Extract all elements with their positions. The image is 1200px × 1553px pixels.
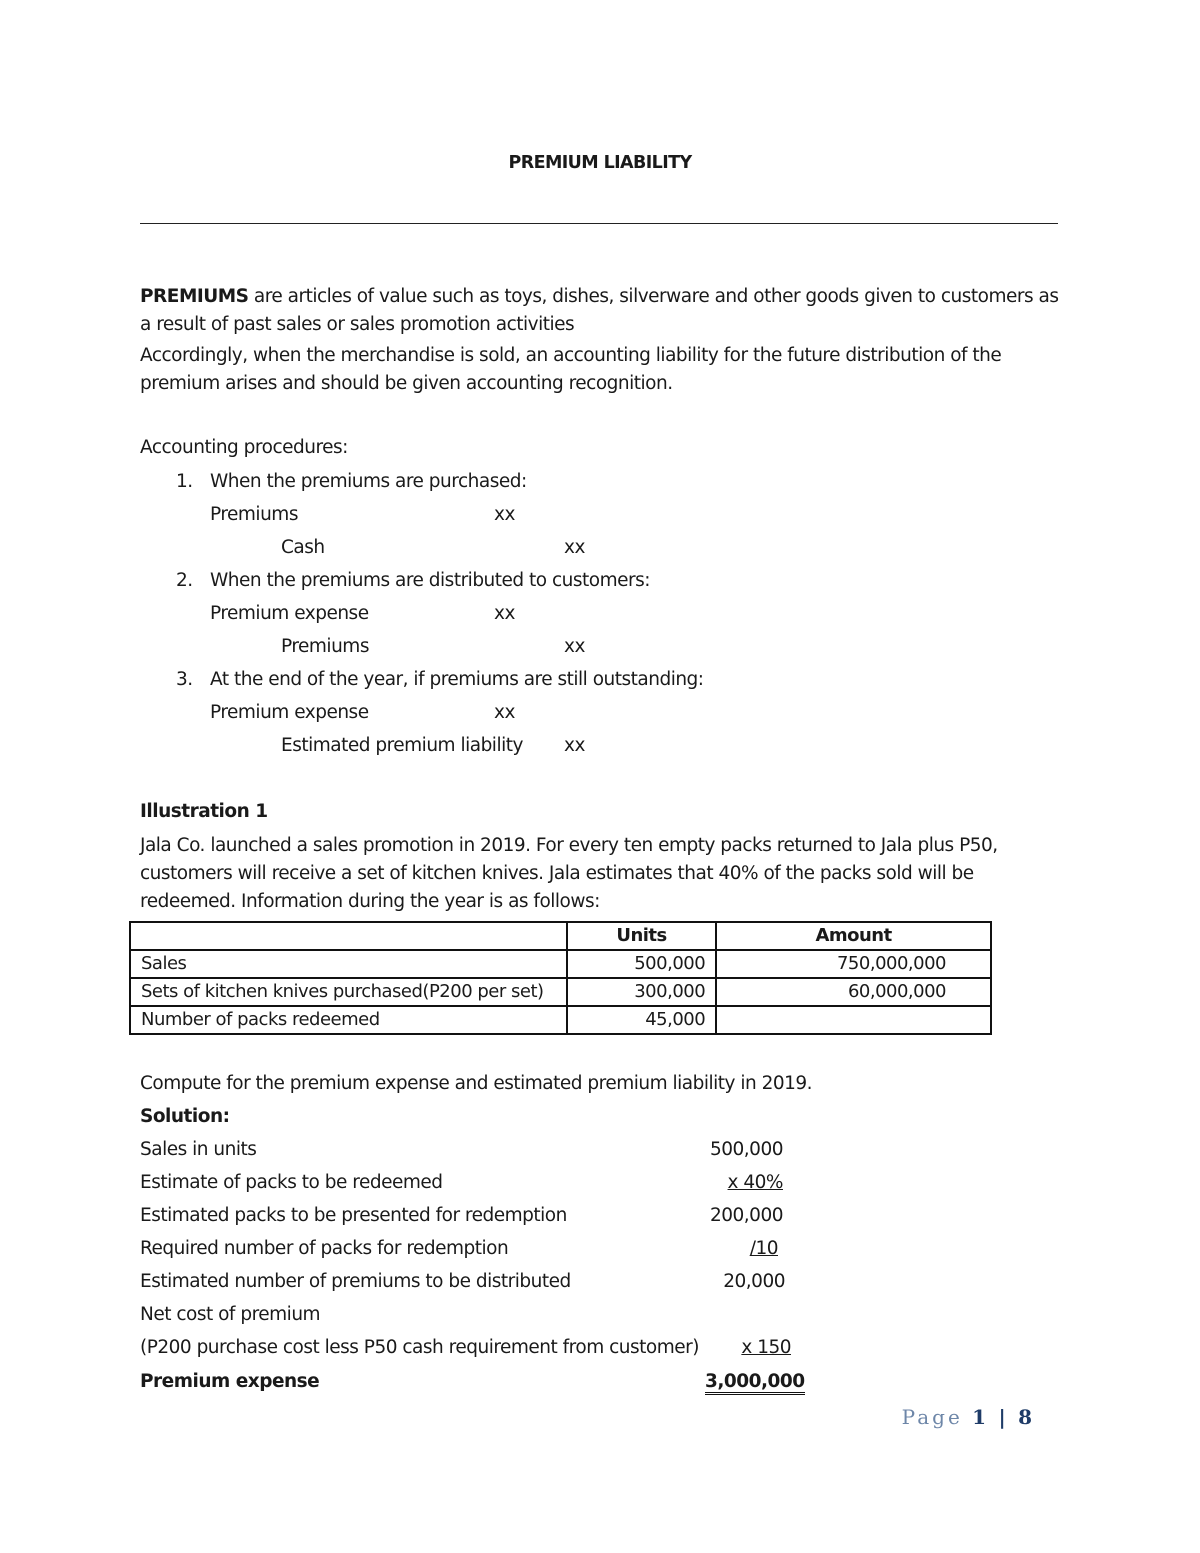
debit-account: Premiums	[210, 504, 298, 525]
page-word: Page	[901, 1405, 963, 1429]
illustration-text: Jala Co. launched a sales promotion in 2019. For every ten empty packs returned to Jala plus P50, customers will receive a set of kitchen knives. Jala estimates that 40% of the packs sold will be redeemed. Information during the year is as follows:	[140, 835, 998, 912]
row-units: 500,000	[567, 950, 716, 978]
solution-heading: Solution:	[140, 1106, 230, 1127]
information-table	[129, 921, 992, 1035]
premiums-definition	[140, 283, 1060, 339]
solution-value: 20,000	[723, 1271, 785, 1292]
debit-amount: xx	[494, 504, 515, 525]
solution-label: Net cost of premium	[140, 1304, 321, 1325]
credit-account: Cash	[281, 537, 325, 558]
header-amount: Amount	[716, 922, 991, 950]
credit-account: Premiums	[281, 636, 369, 657]
row-label: Number of packs redeemed	[130, 1006, 567, 1034]
premiums-definition-text: are articles of value such as toys, dishes, silverware and other goods given to customers as a result of past sales or sales promotion activities	[140, 286, 1059, 335]
premiums-term: PREMIUMS	[140, 286, 249, 307]
step-text: When the premiums are purchased:	[210, 471, 527, 492]
credit-amount: xx	[564, 537, 585, 558]
page-separator: |	[998, 1405, 1009, 1429]
premium-expense-label: Premium expense	[140, 1371, 320, 1392]
credit-amount: xx	[564, 735, 585, 756]
page-title: PREMIUM LIABILITY	[508, 153, 692, 173]
credit-amount: xx	[564, 636, 585, 657]
row-label: Sales	[130, 950, 567, 978]
table-row	[130, 950, 991, 978]
premium-expense-value: 3,000,000	[705, 1371, 805, 1395]
solution-value: 500,000	[709, 1139, 783, 1160]
row-amount: 60,000,000	[716, 978, 991, 1006]
step-number: 1.	[176, 471, 193, 492]
header-cell	[130, 922, 567, 950]
debit-amount: xx	[494, 603, 515, 624]
solution-label: Sales in units	[140, 1139, 257, 1160]
row-units: 300,000	[567, 978, 716, 1006]
page-total: 8	[1018, 1405, 1035, 1429]
row-label: Sets of kitchen knives purchased(P200 per set)	[130, 978, 567, 1006]
solution-value: /10	[749, 1238, 778, 1259]
credit-account: Estimated premium liability	[281, 735, 523, 756]
solution-label: Estimated packs to be presented for redemption	[140, 1205, 567, 1226]
step-text: At the end of the year, if premiums are still outstanding:	[210, 669, 704, 690]
solution-label: (P200 purchase cost less P50 cash requirement from customer)	[140, 1337, 699, 1358]
page-number: 1	[972, 1405, 990, 1429]
solution-value: x 40%	[727, 1172, 783, 1193]
row-amount	[716, 1006, 991, 1034]
solution-label: Estimate of packs to be redeemed	[140, 1172, 443, 1193]
procedures-heading: Accounting procedures:	[140, 437, 348, 458]
row-units: 45,000	[567, 1006, 716, 1034]
table-row	[130, 1006, 991, 1034]
debit-account: Premium expense	[210, 702, 369, 723]
title-divider	[140, 223, 1058, 224]
question-text: Compute for the premium expense and estimated premium liability in 2019.	[140, 1073, 813, 1094]
solution-label: Estimated number of premiums to be distributed	[140, 1271, 571, 1292]
table-header-row	[130, 922, 991, 950]
row-amount: 750,000,000	[716, 950, 991, 978]
page-footer	[902, 1405, 1035, 1429]
solution-label: Required number of packs for redemption	[140, 1238, 509, 1259]
debit-account: Premium expense	[210, 603, 369, 624]
step-number: 3.	[176, 669, 193, 690]
solution-value: x 150	[741, 1337, 791, 1358]
debit-amount: xx	[494, 702, 515, 723]
table-row	[130, 978, 991, 1006]
illustration-heading: Illustration 1	[140, 801, 268, 822]
header-units: Units	[567, 922, 716, 950]
solution-value: 200,000	[709, 1205, 783, 1226]
step-number: 2.	[176, 570, 193, 591]
accordingly-paragraph: Accordingly, when the merchandise is sold, an accounting liability for the future distribution of the premium arises and should be given accounting recognition.	[140, 345, 1002, 394]
step-text: When the premiums are distributed to customers:	[210, 570, 650, 591]
